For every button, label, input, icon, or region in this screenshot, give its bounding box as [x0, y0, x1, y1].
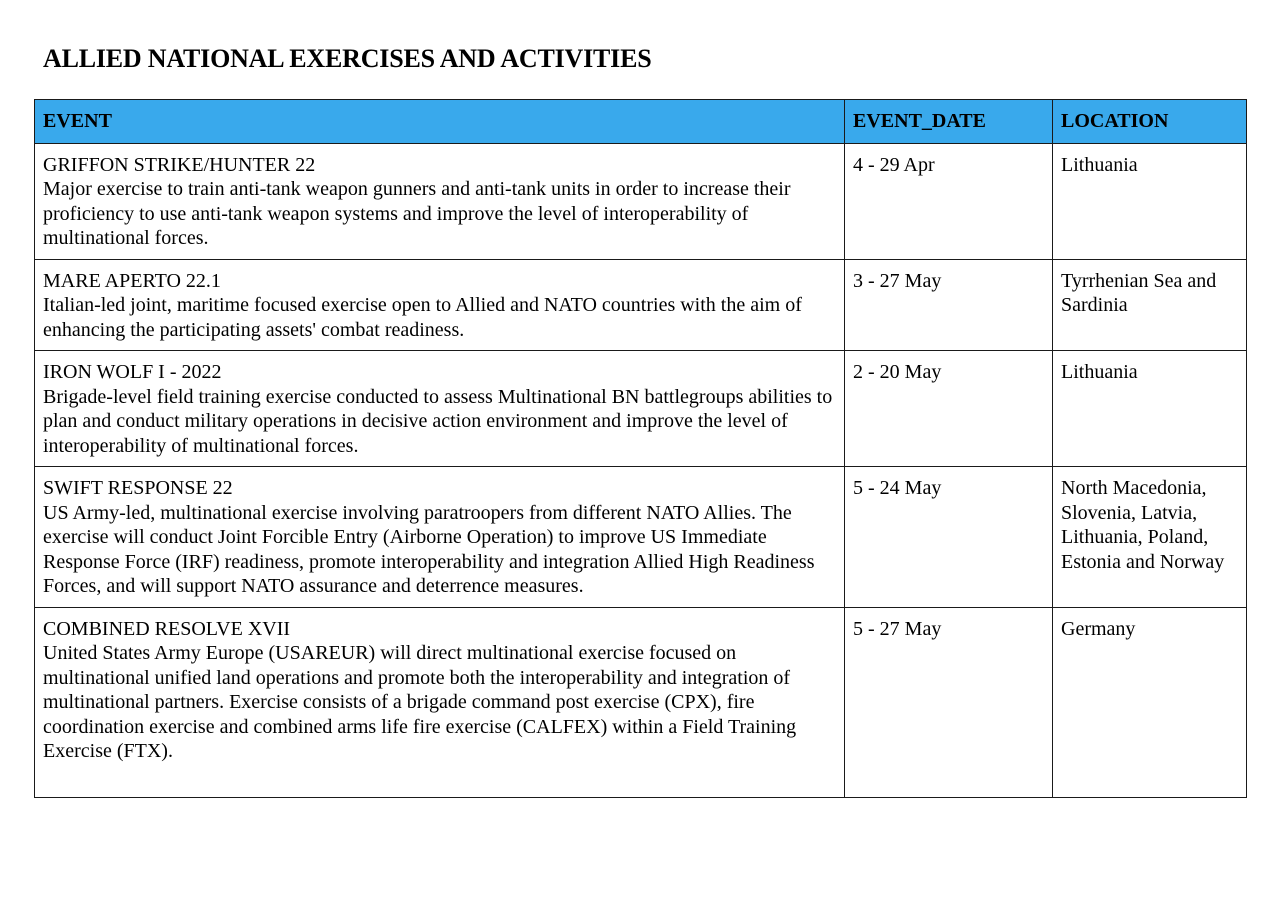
event-cell	[35, 607, 845, 797]
location-cell: Lithuania	[1053, 351, 1247, 467]
event-name: COMBINED RESOLVE XVII	[43, 617, 291, 640]
event-date-cell: 4 - 29 Apr	[845, 143, 1053, 259]
event-date-cell: 5 - 24 May	[845, 467, 1053, 608]
event-description: US Army-led, multinational exercise involving paratroopers from different NATO Allies. The exercise will conduct Joint Forcible Entry (Airborne Operation) to improve US Immediate Response Force (IRF) readiness, promote interoperability and integration Allied High Readiness Forces, and will support NATO assurance and deterrence measures.	[43, 501, 815, 597]
event-cell	[35, 259, 845, 351]
page-title: ALLIED NATIONAL EXERCISES AND ACTIVITIES	[43, 44, 652, 73]
event-name: MARE APERTO 22.1	[43, 269, 221, 292]
table-row	[35, 259, 1247, 351]
table-row	[35, 467, 1247, 608]
event-description: Brigade-level field training exercise conducted to assess Multinational BN battlegroups abilities to plan and conduct military operations in decisive action environment and improve the level of interoperability of multinational forces.	[43, 385, 833, 457]
event-description: Italian-led joint, maritime focused exercise open to Allied and NATO countries with the aim of enhancing the participating assets' combat readiness.	[43, 294, 802, 341]
column-header-event: EVENT	[35, 100, 845, 144]
event-cell	[35, 467, 845, 608]
location-cell: North Macedonia, Slovenia, Latvia, Lithuania, Poland, Estonia and Norway	[1053, 467, 1247, 608]
event-date-cell: 3 - 27 May	[845, 259, 1053, 351]
event-description: United States Army Europe (USAREUR) will direct multinational exercise focused on multinational unified land operations and promote both the interoperability and integration of multinational partners. Exercise consists of a brigade command post exercise (CPX), fire coordination exercise and combined arms life fire exercise (CALFEX) within a Field Training Exercise (FTX).	[43, 642, 797, 762]
table-row	[35, 143, 1247, 259]
event-name: IRON WOLF I - 2022	[43, 361, 222, 383]
table-row	[35, 607, 1247, 797]
event-description: Major exercise to train anti-tank weapon gunners and anti-tank units in order to increase their proficiency to use anti-tank weapon systems and improve the level of interoperability of multinational forces.	[43, 178, 791, 249]
table-row	[35, 351, 1247, 467]
location-cell: Germany	[1053, 607, 1247, 797]
events-table	[34, 99, 1247, 798]
location-cell: Tyrrhenian Sea and Sardinia	[1053, 259, 1247, 351]
column-header-location: LOCATION	[1053, 100, 1247, 144]
column-header-event-date: EVENT_DATE	[845, 100, 1053, 144]
location-cell: Lithuania	[1053, 143, 1247, 259]
event-name: GRIFFON STRIKE/HUNTER 22	[43, 153, 316, 176]
table-header-row	[35, 100, 1247, 144]
event-cell	[35, 351, 845, 467]
event-date-cell: 5 - 27 May	[845, 607, 1053, 797]
event-date-cell: 2 - 20 May	[845, 351, 1053, 467]
event-cell	[35, 143, 845, 259]
event-name: SWIFT RESPONSE 22	[43, 477, 233, 499]
